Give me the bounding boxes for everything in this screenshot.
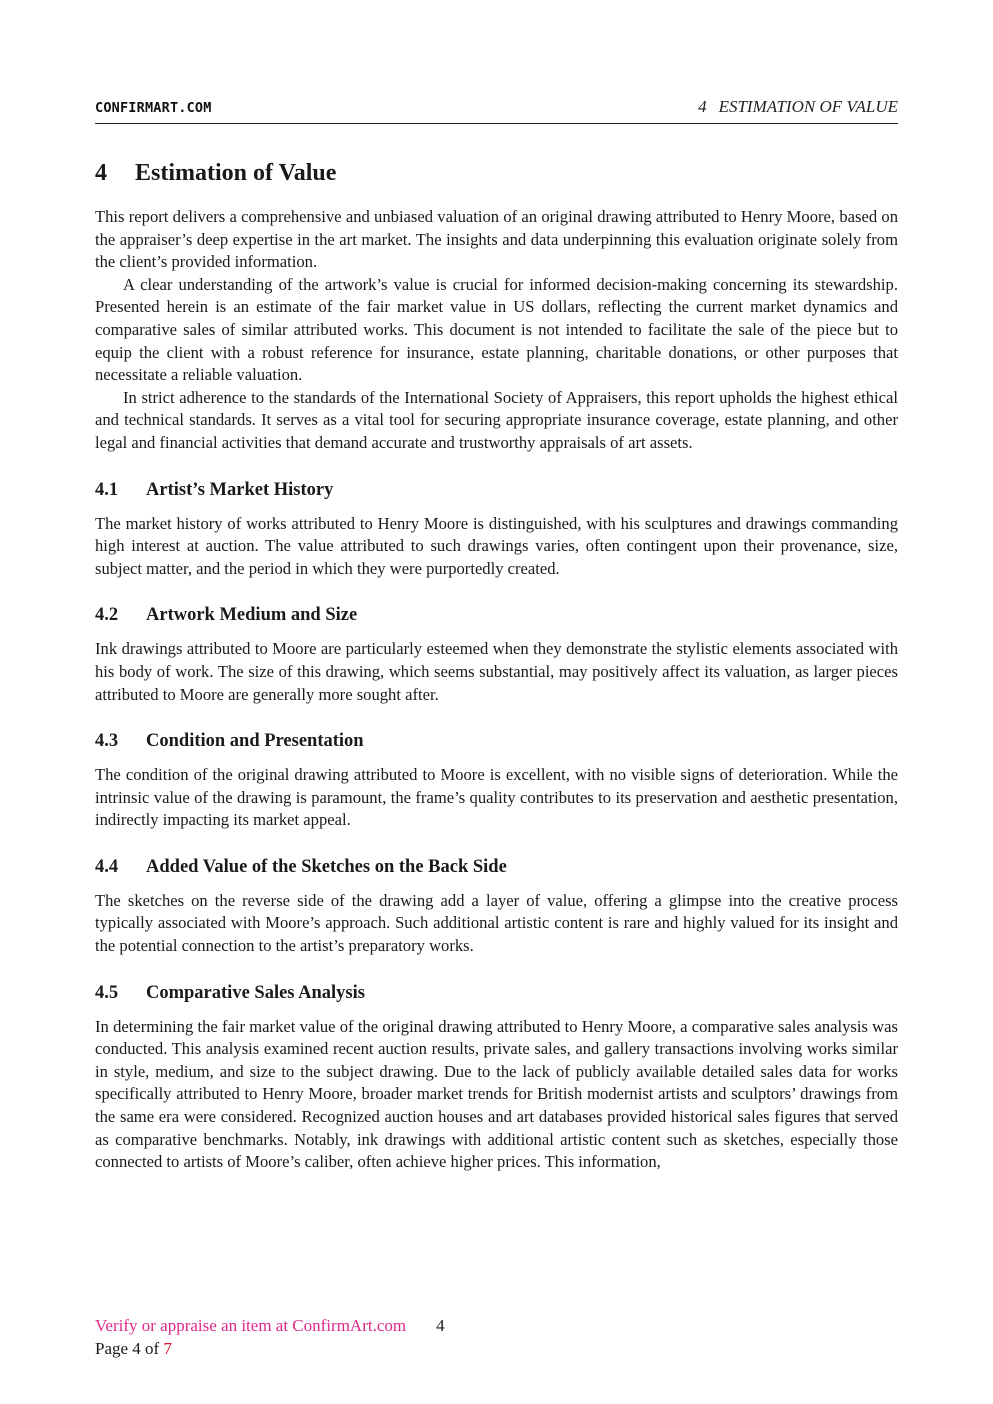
intro-paragraph-1: This report delivers a comprehensive and unbiased valuation of an original drawing attributed to Henry Moore, based on the appraiser’s deep expertise in the art market. The insights and data underpinning this evaluation originate solely from the client’s provided information. — [95, 207, 898, 272]
running-header — [95, 97, 898, 124]
subsection-title: Added Value of the Sketches on the Back Side — [146, 856, 507, 877]
subsection-number: 4.1 — [95, 479, 119, 500]
page-footer — [95, 1314, 445, 1360]
subsection-title: Comparative Sales Analysis — [146, 982, 365, 1003]
page-content — [95, 156, 898, 1174]
subsection-heading-4-5 — [95, 980, 898, 1006]
intro-paragraph-3: In strict adherence to the standards of the International Society of Appraisers, this report upholds the highest ethical and technical standards. It serves as a vital tool for securing appropriate insurance coverage, estate planning, and other legal and financial activities that demand accurate and trustworthy appraisals of art assets. — [95, 387, 898, 452]
confirmart-logo[interactable]: CONFIRMART.COM — [95, 100, 212, 116]
verify-link[interactable]: Verify or appraise an item at ConfirmArt.com — [95, 1316, 407, 1335]
header-section-label — [698, 97, 898, 117]
subsection-paragraph-4-1: The market history of works attributed to Henry Moore is distinguished, with his sculptures and drawings commanding high interest at auction. The value attributed to such drawings varies, often contingent upon their provenance, size, subject matter, and the period in which they were purportedly created. — [95, 513, 898, 578]
subsection-heading-4-3 — [95, 728, 898, 754]
footer-page-number: 4 — [436, 1316, 445, 1335]
page-count-prefix: Page 4 of — [95, 1339, 164, 1358]
subsection-paragraph-4-5: In determining the fair market value of the original drawing attributed to Henry Moore, a comparative sales analysis was conducted. This analysis examined recent auction results, private sales, and gallery transactions involving works similar in style, medium, and size to the subject drawing. Due to the lack of publicly available detailed sales data for works specifically attributed to Henry Moore, broader market trends for British modernist artists and sculptors’ drawings from the same era were considered. Recognized auction houses and art databases provided historical sales figures that served as comparative benchmarks. Notably, ink drawings with additional artistic content such as sketches, especially those connected to artists of Moore’s caliber, often achieve higher prices. This information, — [95, 1016, 898, 1172]
subsection-heading-4-2 — [95, 602, 898, 628]
intro-paragraph-2: A clear understanding of the artwork’s value is crucial for informed decision-making concerning its stewardship. Presented herein is an estimate of the fair market value in US dollars, reflecting the current market dynamics and comparative sales of similar attributed works. This document is not intended to facilitate the sale of the piece but to equip the client with a robust reference for insurance, estate planning, charitable donations, or other purposes that necessitate a reliable valuation. — [95, 274, 898, 385]
subsection-paragraph-4-3: The condition of the original drawing attributed to Moore is excellent, with no visible signs of deterioration. While the intrinsic value of the drawing is paramount, the frame’s quality contributes to its preservation and aesthetic presentation, indirectly impacting its market appeal. — [95, 765, 898, 830]
subsection-title: Artwork Medium and Size — [146, 605, 358, 626]
subsection-number: 4.4 — [95, 856, 119, 877]
header-section-number: 4 — [698, 97, 707, 116]
subsection-heading-4-4 — [95, 854, 898, 880]
footer-line-2 — [95, 1337, 445, 1360]
footer-line-1 — [95, 1314, 445, 1337]
section-number: 4 — [95, 160, 107, 186]
subsection-title: Condition and Presentation — [146, 731, 364, 752]
section-heading — [95, 156, 898, 190]
page-total-link[interactable]: 7 — [163, 1339, 172, 1358]
subsection-number: 4.5 — [95, 982, 119, 1003]
subsection-title: Artist’s Market History — [146, 479, 334, 500]
section-title: Estimation of Value — [135, 160, 337, 186]
subsection-heading-4-1 — [95, 477, 898, 503]
subsection-number: 4.3 — [95, 731, 119, 752]
subsection-paragraph-4-4: The sketches on the reverse side of the drawing add a layer of value, offering a glimpse into the creative process typically associated with Moore’s approach. Such additional artistic content is rare and highly valued for its insight and the potential connection to the artist’s preparatory works. — [95, 890, 898, 956]
subsection-paragraph-4-2: Ink drawings attributed to Moore are particularly esteemed when they demonstrate the stylistic elements associated with his body of work. The size of this drawing, which seems substantial, may positively affect its valuation, as larger pieces attributed to Moore are generally more sought after. — [95, 639, 898, 704]
subsection-number: 4.2 — [95, 605, 119, 626]
header-section-title: ESTIMATION OF VALUE — [718, 97, 898, 116]
